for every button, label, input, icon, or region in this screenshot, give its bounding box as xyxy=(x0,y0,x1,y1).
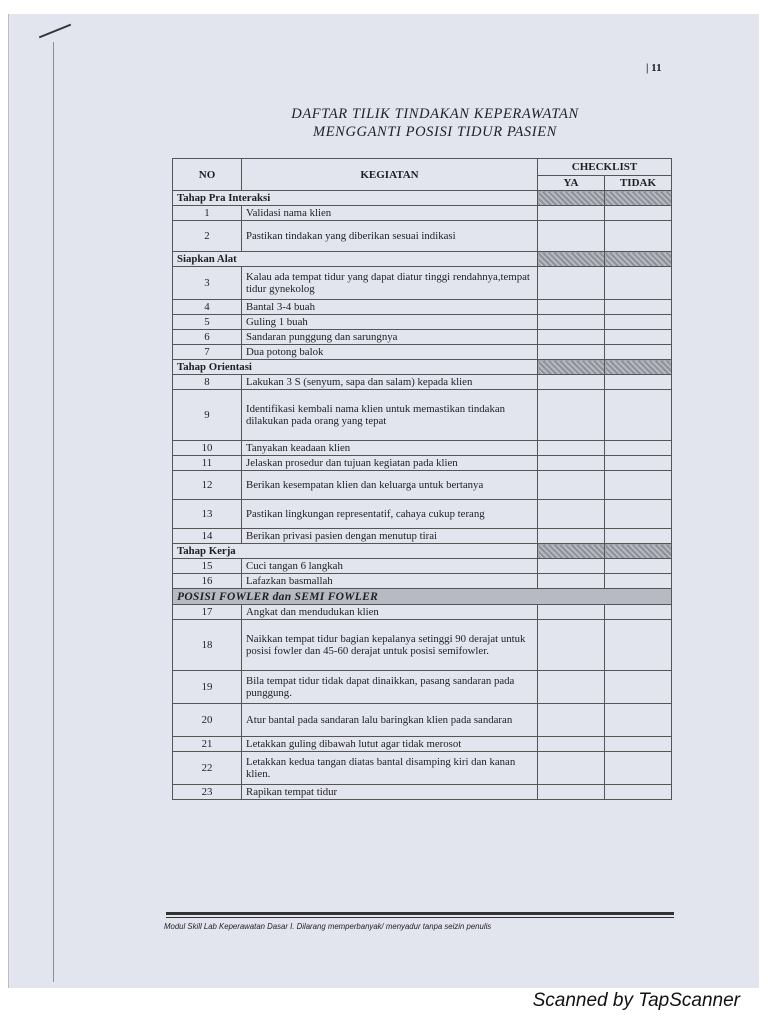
section-shade-tidak xyxy=(605,191,672,206)
footer-text: Modul Skill Lab Keperawatan Dasar I. Dilarang memperbanyak/ menyadur tanpa seizin penulis xyxy=(164,922,492,931)
checkbox-tidak[interactable] xyxy=(605,574,672,589)
checkbox-ya[interactable] xyxy=(538,559,605,574)
checklist-row xyxy=(173,737,672,752)
header-checklist: CHECKLIST xyxy=(538,159,672,176)
checklist-row xyxy=(173,574,672,589)
item-activity: Berikan kesempatan klien dan keluarga untuk bertanya xyxy=(242,471,538,500)
header-ya: YA xyxy=(538,176,605,191)
checkbox-tidak[interactable] xyxy=(605,390,672,441)
item-number: 15 xyxy=(173,559,242,574)
item-number: 22 xyxy=(173,752,242,785)
checklist-row xyxy=(173,752,672,785)
item-activity: Kalau ada tempat tidur yang dapat diatur tinggi rendahnya,tempat tidur gynekolog xyxy=(242,267,538,300)
section-label: Siapkan Alat xyxy=(173,252,538,267)
checkbox-tidak[interactable] xyxy=(605,471,672,500)
item-activity: Guling 1 buah xyxy=(242,315,538,330)
checklist-row xyxy=(173,267,672,300)
margin-line xyxy=(53,42,54,982)
item-number: 1 xyxy=(173,206,242,221)
header-no: NO xyxy=(173,159,242,191)
item-activity: Tanyakan keadaan klien xyxy=(242,441,538,456)
section-row xyxy=(173,252,672,267)
checklist-row xyxy=(173,300,672,315)
section-shade-ya xyxy=(538,252,605,267)
checkbox-tidak[interactable] xyxy=(605,315,672,330)
checkbox-ya[interactable] xyxy=(538,785,605,800)
item-number: 3 xyxy=(173,267,242,300)
section-label: Tahap Kerja xyxy=(173,544,538,559)
item-activity: Lakukan 3 S (senyum, sapa dan salam) kepada klien xyxy=(242,375,538,390)
checkbox-ya[interactable] xyxy=(538,574,605,589)
checkbox-ya[interactable] xyxy=(538,605,605,620)
checklist-row xyxy=(173,390,672,441)
section-shade-tidak xyxy=(605,252,672,267)
checklist-row xyxy=(173,441,672,456)
checkbox-ya[interactable] xyxy=(538,441,605,456)
section-shade-tidak xyxy=(605,360,672,375)
checkbox-ya[interactable] xyxy=(538,375,605,390)
item-number: 11 xyxy=(173,456,242,471)
item-number: 19 xyxy=(173,671,242,704)
item-number: 5 xyxy=(173,315,242,330)
checkbox-ya[interactable] xyxy=(538,671,605,704)
checkbox-ya[interactable] xyxy=(538,330,605,345)
checkbox-tidak[interactable] xyxy=(605,620,672,671)
checkbox-tidak[interactable] xyxy=(605,206,672,221)
section-shade-ya xyxy=(538,360,605,375)
checkbox-tidak[interactable] xyxy=(605,345,672,360)
checkbox-tidak[interactable] xyxy=(605,785,672,800)
checkbox-ya[interactable] xyxy=(538,737,605,752)
document-title: DAFTAR TILIK TINDAKAN KEPERAWATAN xyxy=(291,106,579,122)
item-activity: Lafazkan basmallah xyxy=(242,574,538,589)
checkbox-ya[interactable] xyxy=(538,315,605,330)
item-activity: Atur bantal pada sandaran lalu baringkan klien pada sandaran xyxy=(242,704,538,737)
item-activity: Angkat dan mendudukan klien xyxy=(242,605,538,620)
checkbox-tidak[interactable] xyxy=(605,221,672,252)
checklist-row xyxy=(173,456,672,471)
checkbox-ya[interactable] xyxy=(538,620,605,671)
checklist-row xyxy=(173,559,672,574)
section-row xyxy=(173,360,672,375)
item-activity: Rapikan tempat tidur xyxy=(242,785,538,800)
checkbox-tidak[interactable] xyxy=(605,441,672,456)
checkbox-ya[interactable] xyxy=(538,500,605,529)
item-activity: Naikkan tempat tidur bagian kepalanya setinggi 90 derajat untuk posisi fowler dan 45-60 derajat untuk posisi semifowler. xyxy=(242,620,538,671)
checklist-body xyxy=(173,191,672,800)
checkbox-ya[interactable] xyxy=(538,300,605,315)
checklist-row xyxy=(173,206,672,221)
checkbox-tidak[interactable] xyxy=(605,375,672,390)
checkbox-ya[interactable] xyxy=(538,752,605,785)
item-number: 16 xyxy=(173,574,242,589)
item-activity: Letakkan kedua tangan diatas bantal disamping kiri dan kanan klien. xyxy=(242,752,538,785)
item-activity: Jelaskan prosedur dan tujuan kegiatan pada klien xyxy=(242,456,538,471)
checklist-row xyxy=(173,330,672,345)
checklist-row xyxy=(173,315,672,330)
checklist-row xyxy=(173,704,672,737)
checkbox-ya[interactable] xyxy=(538,471,605,500)
subsection-banner: POSISI FOWLER dan SEMI FOWLER xyxy=(173,589,672,605)
header-kegiatan: KEGIATAN xyxy=(242,159,538,191)
item-activity: Bila tempat tidur tidak dapat dinaikkan, pasang sandaran pada punggung. xyxy=(242,671,538,704)
item-activity: Sandaran punggung dan sarungnya xyxy=(242,330,538,345)
checkbox-tidak[interactable] xyxy=(605,605,672,620)
checkbox-tidak[interactable] xyxy=(605,330,672,345)
checklist-row xyxy=(173,529,672,544)
item-number: 13 xyxy=(173,500,242,529)
checkbox-tidak[interactable] xyxy=(605,300,672,315)
checkbox-tidak[interactable] xyxy=(605,500,672,529)
checklist-row xyxy=(173,671,672,704)
item-activity: Pastikan lingkungan representatif, cahaya cukup terang xyxy=(242,500,538,529)
item-number: 18 xyxy=(173,620,242,671)
checklist-row xyxy=(173,785,672,800)
item-activity: Dua potong balok xyxy=(242,345,538,360)
item-number: 2 xyxy=(173,221,242,252)
checkbox-tidak[interactable] xyxy=(605,737,672,752)
section-shade-ya xyxy=(538,544,605,559)
header-tidak: TIDAK xyxy=(605,176,672,191)
checklist-table xyxy=(172,158,672,800)
checklist-row xyxy=(173,620,672,671)
checkbox-ya[interactable] xyxy=(538,704,605,737)
checkbox-ya[interactable] xyxy=(538,345,605,360)
checklist-row xyxy=(173,221,672,252)
scanner-watermark: Scanned by TapScanner xyxy=(532,990,740,1011)
item-activity: Pastikan tindakan yang diberikan sesuai indikasi xyxy=(242,221,538,252)
checkbox-ya[interactable] xyxy=(538,529,605,544)
checkbox-ya[interactable] xyxy=(538,456,605,471)
checklist-row xyxy=(173,605,672,620)
item-number: 14 xyxy=(173,529,242,544)
checklist-row xyxy=(173,375,672,390)
item-number: 9 xyxy=(173,390,242,441)
section-label: Tahap Pra Interaksi xyxy=(173,191,538,206)
checkbox-tidak[interactable] xyxy=(605,529,672,544)
section-shade-tidak xyxy=(605,544,672,559)
item-activity: Bantal 3-4 buah xyxy=(242,300,538,315)
item-number: 10 xyxy=(173,441,242,456)
item-activity: Letakkan guling dibawah lutut agar tidak merosot xyxy=(242,737,538,752)
item-activity: Berikan privasi pasien dengan menutup tirai xyxy=(242,529,538,544)
checkbox-tidak[interactable] xyxy=(605,671,672,704)
section-label: Tahap Orientasi xyxy=(173,360,538,375)
section-row xyxy=(173,544,672,559)
footer-rule xyxy=(166,912,674,915)
item-number: 12 xyxy=(173,471,242,500)
checkbox-tidak[interactable] xyxy=(605,704,672,737)
checkbox-ya[interactable] xyxy=(538,221,605,252)
checkbox-tidak[interactable] xyxy=(605,752,672,785)
section-row xyxy=(173,191,672,206)
item-number: 21 xyxy=(173,737,242,752)
footer-rule-thin xyxy=(166,917,674,918)
item-number: 7 xyxy=(173,345,242,360)
item-number: 4 xyxy=(173,300,242,315)
checkbox-ya[interactable] xyxy=(538,267,605,300)
checkbox-ya[interactable] xyxy=(538,206,605,221)
subsection-banner-row xyxy=(173,589,672,605)
document-subtitle: MENGGANTI POSISI TIDUR PASIEN xyxy=(313,124,557,140)
item-number: 6 xyxy=(173,330,242,345)
item-activity: Cuci tangan 6 langkah xyxy=(242,559,538,574)
checklist-row xyxy=(173,471,672,500)
page-number: | 11 xyxy=(646,62,662,74)
checklist-row xyxy=(173,500,672,529)
checklist-row xyxy=(173,345,672,360)
section-shade-ya xyxy=(538,191,605,206)
checkbox-tidak[interactable] xyxy=(605,559,672,574)
item-number: 23 xyxy=(173,785,242,800)
item-activity: Identifikasi kembali nama klien untuk memastikan tindakan dilakukan pada orang yang tepat xyxy=(242,390,538,441)
checkbox-tidak[interactable] xyxy=(605,267,672,300)
checkbox-tidak[interactable] xyxy=(605,456,672,471)
item-number: 17 xyxy=(173,605,242,620)
item-number: 20 xyxy=(173,704,242,737)
item-activity: Validasi nama klien xyxy=(242,206,538,221)
item-number: 8 xyxy=(173,375,242,390)
checkbox-ya[interactable] xyxy=(538,390,605,441)
